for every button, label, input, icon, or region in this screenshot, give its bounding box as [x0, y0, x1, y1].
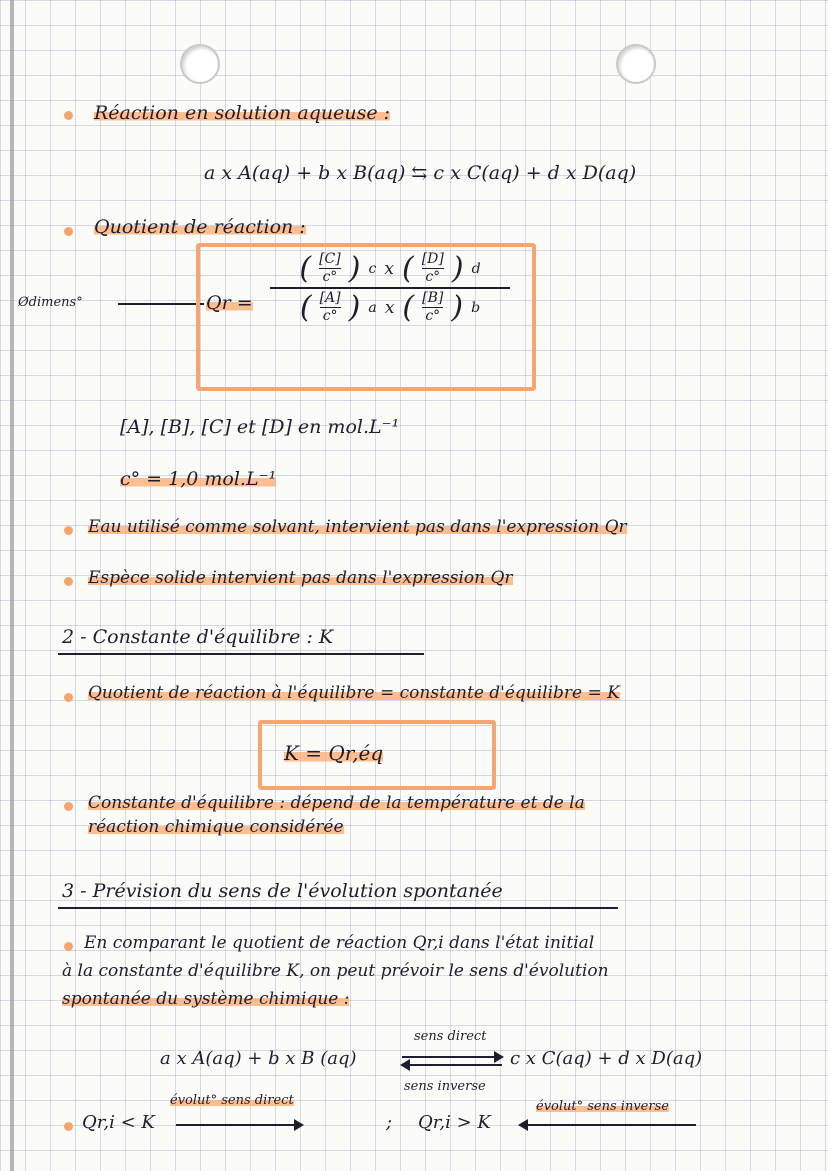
qr-label: Qr =	[206, 292, 253, 314]
heading-underline	[58, 653, 424, 655]
inverse-evolution-label: évolut° sens inverse	[536, 1099, 669, 1114]
inverse-direction-label: sens inverse	[404, 1079, 486, 1094]
k-formula: K = Qr,éq	[284, 741, 384, 765]
equilibrium-definition: Quotient de réaction à l'équilibre = constante d'équilibre = K	[88, 683, 620, 703]
direct-evolution-arrow	[176, 1124, 302, 1126]
reaction-heading: Réaction en solution aqueuse :	[94, 102, 391, 124]
evolution-equation-right: c x C(aq) + d x D(aq)	[510, 1048, 703, 1069]
punch-hole-left	[180, 44, 220, 84]
direct-direction-label: sens direct	[414, 1029, 487, 1044]
bullet	[64, 942, 73, 951]
reaction-equation: a x A(aq) + b x B(aq) ⇆ c x C(aq) + d x D(aq)	[204, 162, 637, 184]
bullet	[64, 693, 73, 702]
quotient-heading: Quotient de réaction :	[94, 216, 306, 238]
k-dependence-line1: Constante d'équilibre : dépend de la température et de la	[88, 793, 585, 813]
margin-line	[10, 0, 14, 1171]
bullet	[64, 577, 73, 586]
condition-separator: ;	[386, 1112, 393, 1133]
condition-greater-than: Qr,i > K	[418, 1112, 491, 1133]
comparison-text-line2: à la constante d'équilibre K, on peut prévoir le sens d'évolution	[62, 961, 609, 981]
forward-arrow	[402, 1056, 502, 1058]
inverse-evolution-arrow	[520, 1124, 696, 1126]
bullet	[64, 526, 73, 535]
dimensionless-note: Ødimens°	[18, 295, 83, 310]
equilibrium-constant-heading: 2 - Constante d'équilibre : K	[62, 626, 334, 648]
qr-fraction: ( [C] c° ) c x ( [D] c° ) d ( [A] c° ) a x ( [B] c° ) b	[270, 252, 510, 324]
bullet	[64, 111, 73, 120]
evolution-equation-left: a x A(aq) + b x B (aq)	[160, 1048, 357, 1069]
heading-underline	[58, 907, 618, 909]
comparison-text-line3: spontanée du système chimique :	[62, 989, 350, 1009]
comparison-text-line1: En comparant le quotient de réaction Qr,i dans l'état initial	[84, 933, 595, 953]
condition-less-than: Qr,i < K	[82, 1112, 155, 1133]
evolution-heading: 3 - Prévision du sens de l'évolution spontanée	[62, 880, 503, 902]
note-line	[118, 303, 204, 305]
direct-evolution-label: évolut° sens direct	[170, 1093, 294, 1108]
k-dependence-line2: réaction chimique considérée	[88, 817, 344, 837]
reverse-arrow	[402, 1064, 502, 1066]
solid-species-note: Espèce solide intervient pas dans l'expression Qr	[88, 568, 513, 588]
bullet	[64, 1122, 73, 1131]
water-solvent-note: Eau utilisé comme solvant, intervient pas dans l'expression Qr	[88, 517, 627, 537]
concentration-units: [A], [B], [C] et [D] en mol.L⁻¹	[120, 416, 400, 438]
standard-concentration: c° = 1,0 mol.L⁻¹	[120, 468, 277, 490]
punch-hole-right	[616, 44, 656, 84]
bullet	[64, 802, 73, 811]
bullet	[64, 227, 73, 236]
